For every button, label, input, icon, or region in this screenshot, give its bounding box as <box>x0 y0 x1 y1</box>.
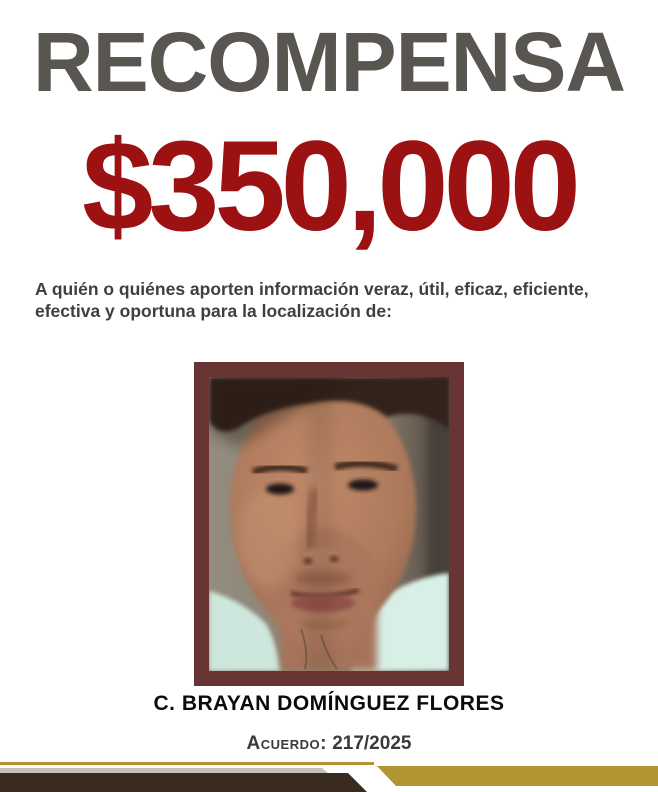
acuerdo-label: Acuerdo: <box>246 733 327 754</box>
reward-description <box>35 278 635 322</box>
portrait-illustration <box>209 377 449 671</box>
reward-description-line1: A quién o quiénes aporten información veraz, útil, eficaz, eficiente, <box>35 279 589 299</box>
reward-description-line2: efectiva y oportuna para la localización de: <box>35 301 392 321</box>
footer-ribbon <box>0 758 658 792</box>
footer-silver-band <box>0 768 328 773</box>
person-name: C. BRAYAN DOMÍNGUEZ FLORES <box>153 692 505 715</box>
poster-title: RECOMPENSA <box>32 15 626 109</box>
footer-brown-band <box>0 773 367 792</box>
footer-gold-band <box>377 766 658 786</box>
wanted-person-photo <box>194 362 464 686</box>
reward-amount: $350,000 <box>82 115 576 258</box>
acuerdo-line <box>0 733 658 755</box>
acuerdo-value: 217/2025 <box>332 733 412 754</box>
footer-gold-line <box>0 762 374 765</box>
